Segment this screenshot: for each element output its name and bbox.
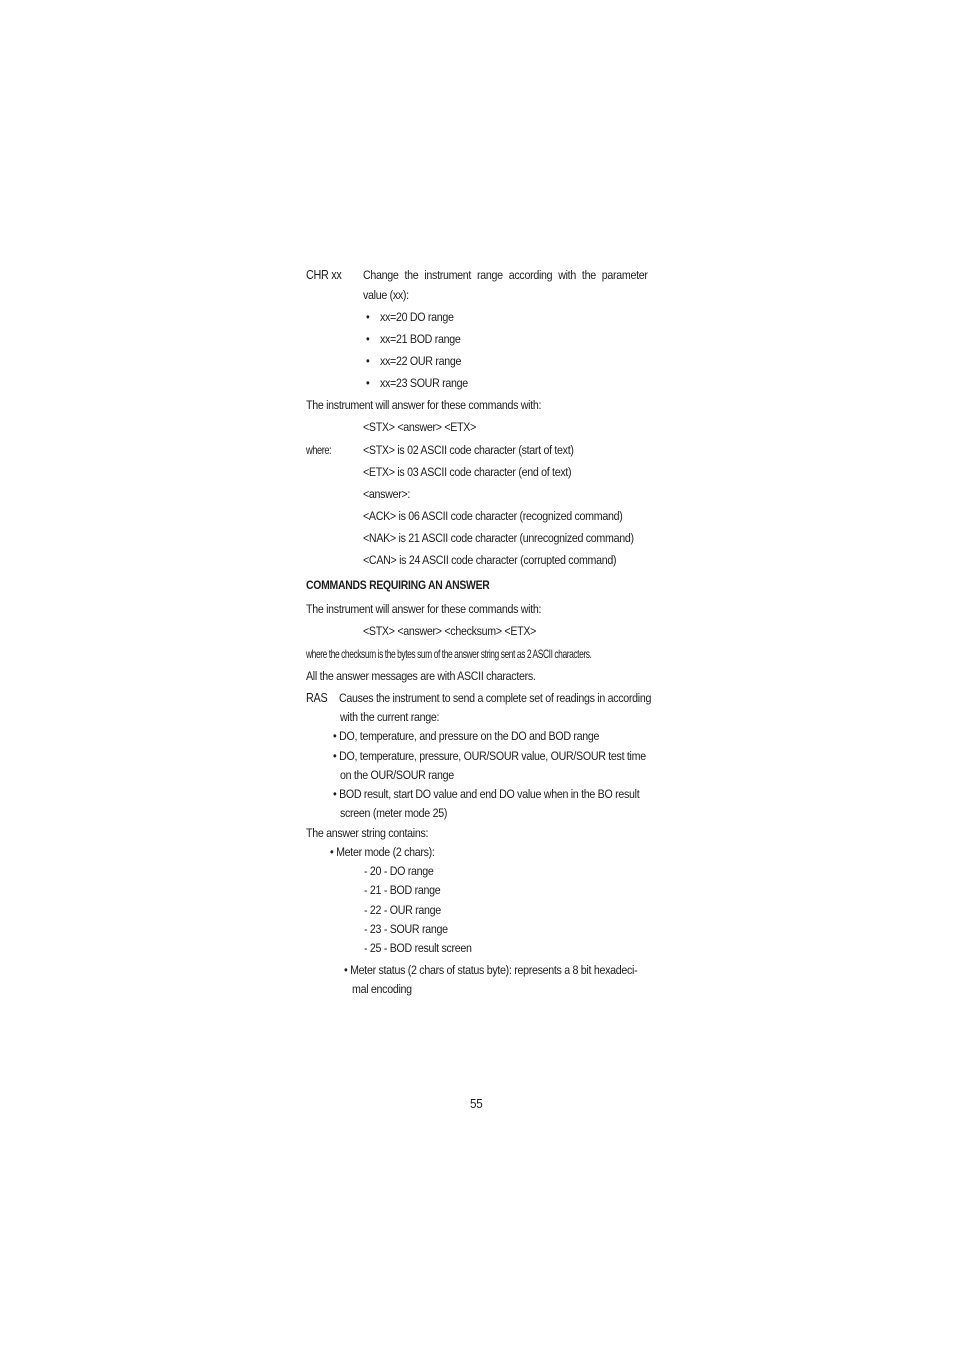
chr-command-label: CHR xx bbox=[306, 268, 342, 282]
bullet-icon: • bbox=[366, 310, 370, 324]
where-line-stx: <STX> is 02 ASCII code character (start of text) bbox=[363, 443, 574, 457]
chr-description-cont: value (xx): bbox=[363, 288, 409, 302]
answer-string-intro: The answer string contains: bbox=[306, 826, 429, 840]
mode-item-22: - 22 - OUR range bbox=[364, 903, 441, 917]
mode-item-23: - 23 - SOUR range bbox=[364, 922, 448, 936]
where-line-nak: <NAK> is 21 ASCII code character (unrecognized command) bbox=[363, 531, 634, 545]
ras-bullet-3-cont: screen (meter mode 25) bbox=[340, 806, 448, 820]
bullet-icon: • bbox=[366, 376, 370, 390]
section-intro: The instrument will answer for these commands with: bbox=[306, 602, 542, 616]
section-answer-format: <STX> <answer> <checksum> <ETX> bbox=[363, 624, 537, 638]
list-item: xx=21 BOD range bbox=[380, 332, 461, 346]
ras-description-cont: with the current range: bbox=[340, 710, 440, 724]
list-item: xx=20 DO range bbox=[380, 310, 454, 324]
meter-status-item: • Meter status (2 chars of status byte): represents a 8 bit hexadeci- bbox=[344, 963, 638, 977]
ascii-note: All the answer messages are with ASCII characters. bbox=[306, 669, 536, 683]
mode-item-25: - 25 - BOD result screen bbox=[364, 941, 472, 955]
ras-command-label: RAS bbox=[306, 691, 328, 705]
meter-status-item-cont: mal encoding bbox=[352, 982, 412, 996]
where-label: where: bbox=[306, 444, 332, 457]
where-line-etx: <ETX> is 03 ASCII code character (end of text) bbox=[363, 465, 572, 479]
mode-item-21: - 21 - BOD range bbox=[364, 883, 441, 897]
answer-intro: The instrument will answer for these commands with: bbox=[306, 398, 542, 412]
answer-format: <STX> <answer> <ETX> bbox=[363, 420, 477, 434]
ras-bullet-3: • BOD result, start DO value and end DO value when in the BO result bbox=[333, 787, 640, 801]
ras-description: Causes the instrument to send a complete set of readings in according bbox=[339, 691, 652, 705]
bullet-icon: • bbox=[366, 354, 370, 368]
mode-item-20: - 20 - DO range bbox=[364, 864, 434, 878]
where-line-answer: <answer>: bbox=[363, 487, 411, 501]
where-line-ack: <ACK> is 06 ASCII code character (recognized command) bbox=[363, 509, 623, 523]
section-heading: COMMANDS REQUIRING AN ANSWER bbox=[306, 578, 490, 592]
ras-bullet-1: • DO, temperature, and pressure on the DO and BOD range bbox=[333, 729, 600, 743]
list-item: xx=22 OUR range bbox=[380, 354, 462, 368]
checksum-note: where the checksum is the bytes sum of the answer string sent as 2 ASCII characters. bbox=[306, 648, 592, 661]
list-item: xx=23 SOUR range bbox=[380, 376, 468, 390]
chr-description: Change the instrument range according with the parameter bbox=[363, 268, 648, 282]
ras-bullet-2: • DO, temperature, pressure, OUR/SOUR value, OUR/SOUR test time bbox=[333, 749, 646, 763]
meter-mode-item: • Meter mode (2 chars): bbox=[330, 845, 435, 859]
where-line-can: <CAN> is 24 ASCII code character (corrupted command) bbox=[363, 553, 617, 567]
bullet-icon: • bbox=[366, 332, 370, 346]
page-number: 55 bbox=[470, 1096, 483, 1111]
ras-bullet-2-cont: on the OUR/SOUR range bbox=[340, 768, 454, 782]
